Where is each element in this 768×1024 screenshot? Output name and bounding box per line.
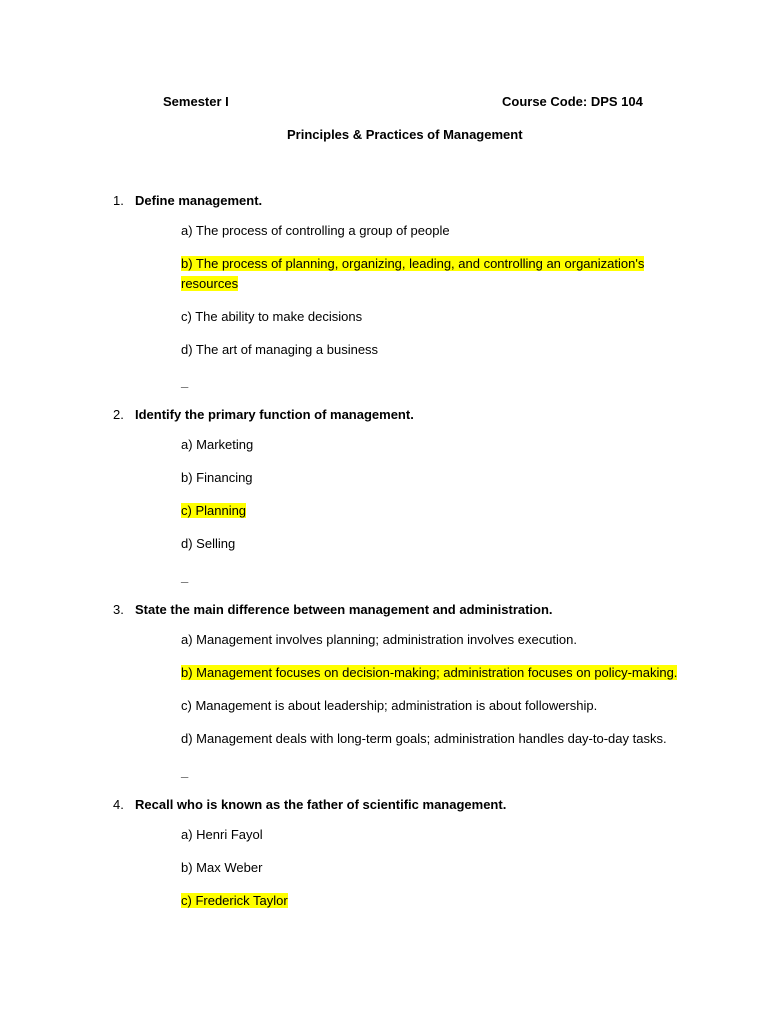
option-c: c) Management is about leadership; administration is about followership.	[181, 698, 598, 713]
option-a: a) Henri Fayol	[181, 827, 263, 842]
option-d: d) Selling	[181, 536, 236, 551]
highlighted-answer-continuation: resources	[181, 276, 239, 291]
option-c: c) The ability to make decisions	[181, 309, 363, 324]
option-b-correct	[181, 663, 677, 683]
option-b-correct	[181, 254, 644, 274]
question-text: State the main difference between management and administration.	[135, 602, 553, 617]
highlighted-answer: b) The process of planning, organizing, leading, and controlling an organization's	[181, 256, 645, 271]
separator: _	[181, 569, 189, 584]
course-code: Course Code: DPS 104	[502, 94, 643, 109]
separator: _	[181, 374, 189, 389]
option-a: a) The process of controlling a group of people	[181, 223, 450, 238]
option-b: b) Max Weber	[181, 860, 263, 875]
option-a: a) Marketing	[181, 437, 254, 452]
question-number: 3.	[113, 602, 124, 617]
highlighted-answer: b) Management focuses on decision-making; administration focuses on policy-making.	[181, 665, 678, 680]
option-c-correct	[181, 501, 246, 521]
option-b-continuation	[181, 274, 238, 294]
separator: _	[181, 764, 189, 779]
question-number: 1.	[113, 193, 124, 208]
highlighted-answer: c) Frederick Taylor	[181, 893, 288, 908]
question-text: Identify the primary function of management.	[135, 407, 414, 422]
option-b: b) Financing	[181, 470, 253, 485]
option-d: d) The art of managing a business	[181, 342, 379, 357]
option-a: a) Management involves planning; administration involves execution.	[181, 632, 577, 647]
question-number: 4.	[113, 797, 124, 812]
document-title: Principles & Practices of Management	[287, 127, 523, 142]
semester-label: Semester I	[163, 94, 229, 109]
highlighted-answer: c) Planning	[181, 503, 247, 518]
question-number: 2.	[113, 407, 124, 422]
option-c-correct	[181, 891, 288, 911]
question-text: Define management.	[135, 193, 263, 208]
option-d: d) Management deals with long-term goals; administration handles day-to-day tasks.	[181, 731, 667, 746]
question-text: Recall who is known as the father of scientific management.	[135, 797, 507, 812]
